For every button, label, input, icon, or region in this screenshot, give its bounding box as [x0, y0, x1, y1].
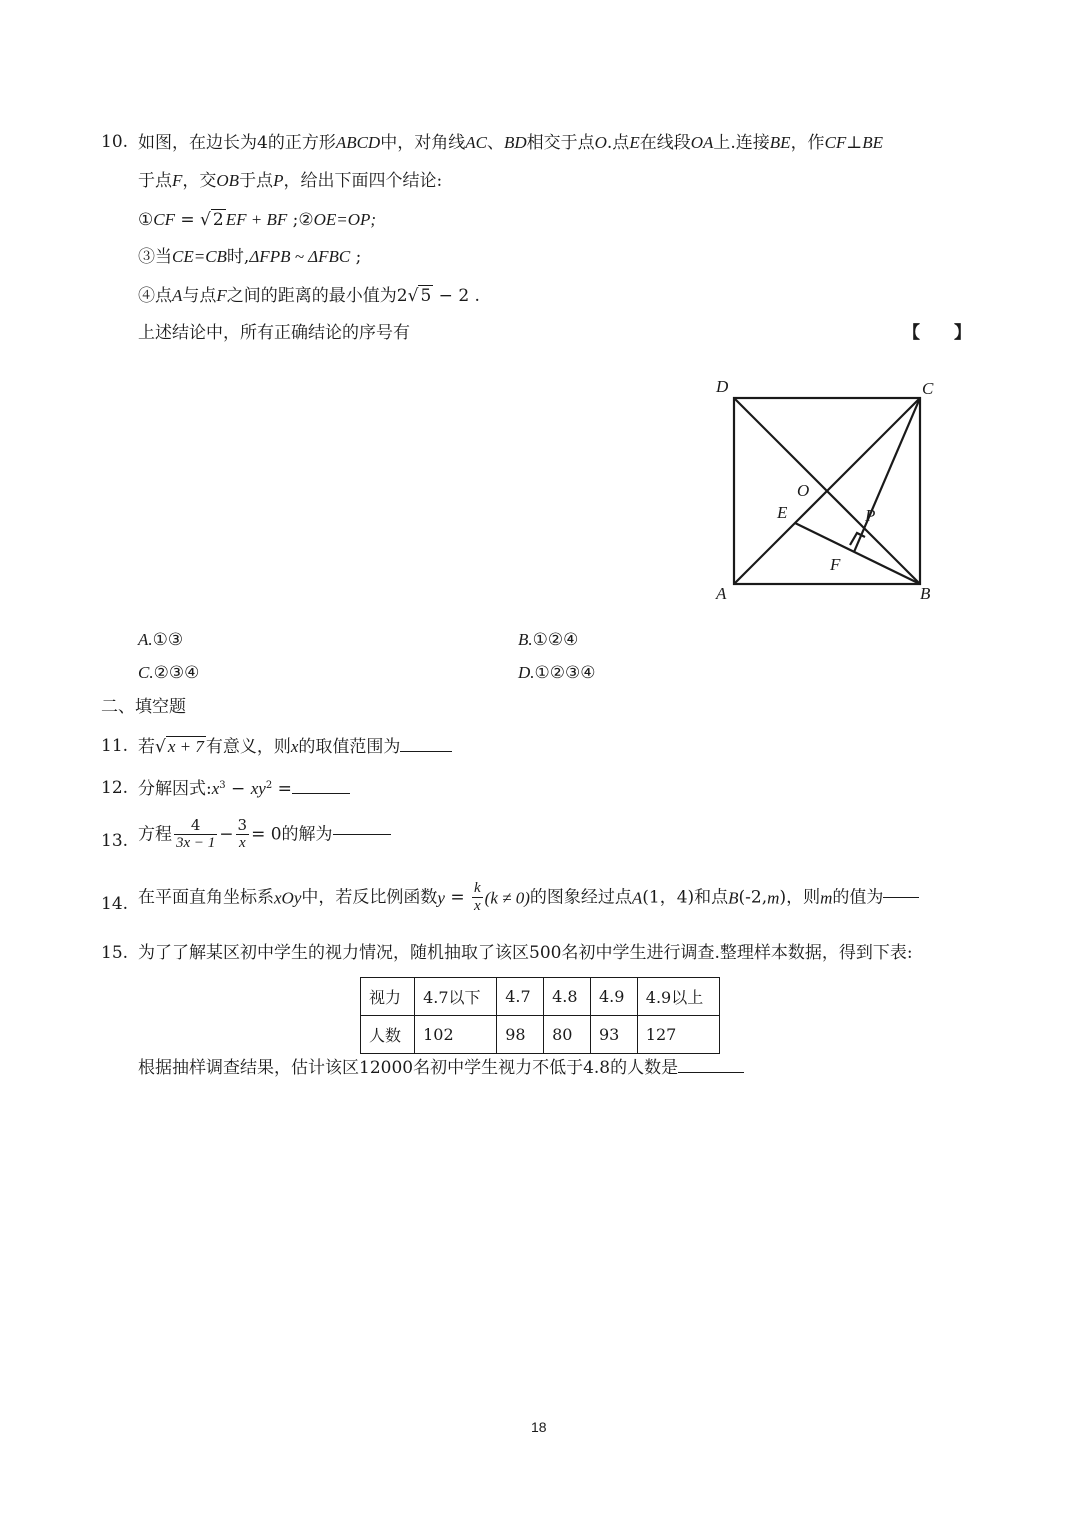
q15-ask: 根据抽样调查结果，估计该区12000名初中学生视力不低于4.8的人数是 [138, 1060, 744, 1077]
q14-stem: 在平面直角坐标系xOy中，若反比例函数y = $\frac{k}{x}$ (k ≠ 0)的图象经过点A(1，4)和点B(-2,m)，则m的值为 [138, 880, 919, 916]
table-cell: 102 [415, 1016, 497, 1054]
q10-conclusion-3: ③当CE=CB时,ΔFPB ~ ΔFBC ; [138, 247, 362, 267]
option-a[interactable]: A.①③ [138, 630, 184, 650]
q10-conclusion-4: ④点A与点F之间的距离的最小值为2√ 5 − 2 . [138, 286, 480, 306]
option-d[interactable]: D.①②③④ [518, 663, 596, 683]
q12-number: 12. [101, 778, 129, 798]
segment-cf [854, 398, 920, 552]
q15-answer-blank[interactable] [678, 1072, 744, 1073]
q15-stem: 为了了解某区初中学生的视力情况，随机抽取了该区500名初中学生进行调查.整理样本数据，得到下表: [138, 943, 913, 963]
q14-number: 14. [101, 894, 129, 914]
q10-ask: 上述结论中，所有正确结论的序号有 [138, 323, 410, 343]
option-c[interactable]: C.②③④ [138, 663, 200, 683]
label-d: D [716, 377, 729, 396]
table-cell: 4.9 [590, 978, 637, 1016]
table-cell: 93 [590, 1016, 637, 1054]
table-cell: 98 [497, 1016, 544, 1054]
q12-answer-blank[interactable] [292, 793, 350, 794]
q15-number: 15. [101, 943, 129, 963]
label-e: E [777, 503, 788, 522]
table-cell: 4.8 [544, 978, 591, 1016]
label-o: O [797, 481, 810, 500]
q13-number: 13. [101, 831, 129, 851]
vision-table [360, 977, 720, 1054]
table-cell: 4.7以下 [415, 978, 497, 1016]
label-b: B [920, 584, 931, 603]
table-cell: 人数 [361, 1016, 415, 1054]
table-header-row [361, 978, 720, 1016]
section-title: 二、填空题 [101, 697, 186, 717]
q11-answer-blank[interactable] [400, 751, 452, 752]
table-cell: 4.9以上 [637, 978, 719, 1016]
q10-number: 10. [101, 132, 129, 152]
table-row [361, 1016, 720, 1054]
q10-stem-line1: 如图，在边长为4的正方形ABCD中，对角线AC、BD相交于点O.点E在线段OA上.连接BE，作CF⊥BE [138, 133, 884, 153]
table-cell: 视力 [361, 978, 415, 1016]
q12-stem: 分解因式$:x^3 - xy^2$ = [138, 780, 350, 798]
q13-stem: 方程 $\frac{4}{3x - 1}$ − $\frac{3}{x}$ = 0的解为 [138, 817, 391, 853]
answer-bracket: 【 】 [903, 323, 971, 343]
page-number: 18 [531, 1419, 547, 1435]
q11-stem: 若√ x + 7 有意义，则x的取值范围为 [138, 738, 452, 756]
label-f: F [830, 555, 841, 574]
q10-conclusion-1-2: ①CF = √ 2 EF + BF ;②OE=OP; [138, 210, 377, 230]
label-c: C [922, 379, 934, 398]
option-b[interactable]: B.①②④ [518, 630, 579, 650]
label-a: A [716, 584, 727, 603]
q14-answer-blank[interactable] [883, 897, 919, 898]
table-cell: 127 [637, 1016, 719, 1054]
label-p: P [865, 506, 876, 525]
q13-answer-blank[interactable] [333, 834, 391, 835]
table-cell: 80 [544, 1016, 591, 1054]
q10-stem-line2: 于点F，交OB于点P，给出下面四个结论: [138, 171, 443, 191]
table-cell: 4.7 [497, 978, 544, 1016]
q11-number: 11. [101, 736, 129, 756]
square-figure [700, 370, 960, 610]
